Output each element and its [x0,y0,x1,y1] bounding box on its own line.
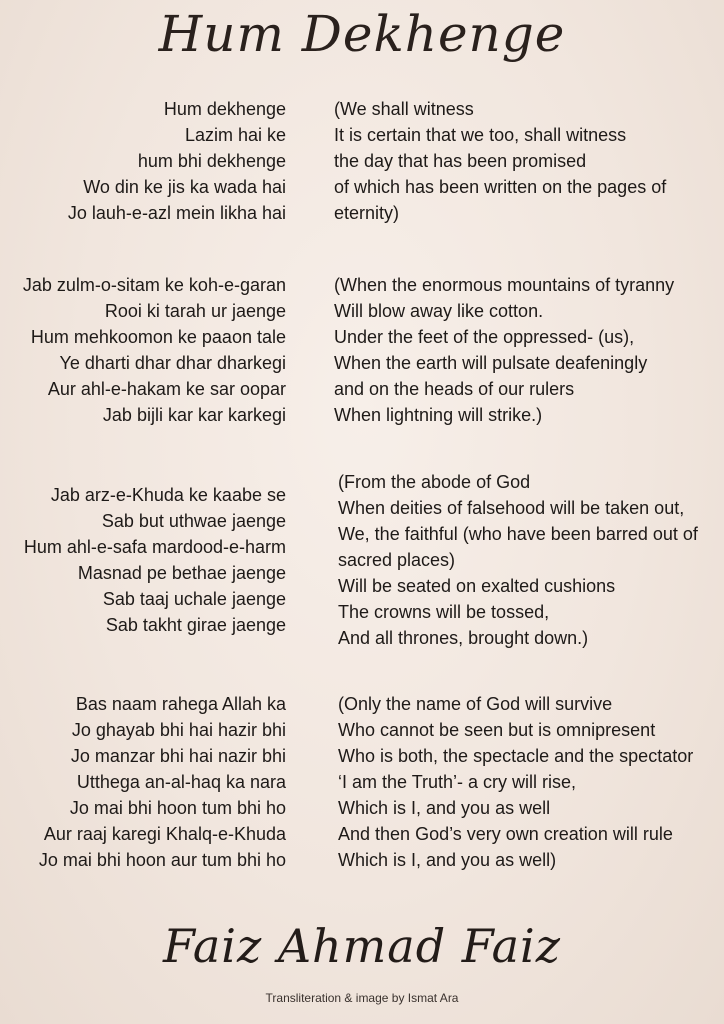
original-line: Bas naam rahega Allah ka [75,694,286,714]
translation-line: It is certain that we too, shall witness [334,125,627,145]
translation-line: The crowns will be tossed, [338,602,550,622]
translation-line: eternity) [334,203,400,223]
original-line: Ye dharti dhar dhar dharkegi [59,353,286,373]
translation-line: Will blow away like cotton. [334,301,544,321]
stanza-4-translation [338,691,693,873]
translation-line: When deities of falsehood will be taken out, [338,498,685,518]
original-line: hum bhi dekhenge [137,151,286,171]
original-line: Jo mai bhi hoon tum bhi ho [69,798,286,818]
original-line: Sab but uthwae jaenge [101,511,286,531]
original-line: Rooi ki tarah ur jaenge [104,301,286,321]
translation-line: Which is I, and you as well [338,798,551,818]
translation-line: And all thrones, brought down.) [338,628,589,648]
original-line: Jo lauh-e-azl mein likha hai [67,203,286,223]
original-line: Hum ahl-e-safa mardood-e-harm [23,537,286,557]
translation-line: We, the faithful (who have been barred out of [338,524,698,544]
original-line: Jo ghayab bhi hai hazir bhi [71,720,286,740]
stanza-2-original [23,272,286,428]
stanza-4-original [39,691,286,873]
translation-line: When the earth will pulsate deafeningly [334,353,648,373]
translation-line: Who cannot be seen but is omnipresent [338,720,656,740]
translation-line: of which has been written on the pages of [334,177,667,197]
original-line: Hum mehkoomon ke paaon tale [30,327,286,347]
translation-line: Under the feet of the oppressed- (us), [334,327,635,347]
original-line: Jo manzar bhi hai nazir bhi [70,746,286,766]
stanza-3-original [24,482,286,638]
stanza-1-translation [334,96,666,226]
original-line: Wo din ke jis ka wada hai [83,177,286,197]
translation-line: When lightning will strike.) [334,405,543,425]
translation-line: the day that has been promised [334,151,587,171]
original-line: Masnad pe bethae jaenge [77,563,286,583]
translation-line: (From the abode of God [338,472,531,492]
original-line: Sab takht girae jaenge [105,615,286,635]
original-line: Aur ahl-e-hakam ke sar oopar [47,379,286,399]
stanza-2-translation [334,272,674,428]
original-line: Hum dekhenge [163,99,286,119]
stanza-1-original [68,96,286,226]
original-line: Jab zulm-o-sitam ke koh-e-garan [22,275,286,295]
credit-line: Transliteration & image by Ismat Ara [265,991,459,1005]
translation-line: And then God’s very own creation will rule [338,824,673,844]
translation-line: (Only the name of God will survive [338,694,613,714]
translation-line: Which is I, and you as well) [338,850,557,870]
original-line: Jab bijli kar kar karkegi [102,405,286,425]
original-line: Aur raaj karegi Khalq-e-Khuda [43,824,286,844]
original-line: Sab taaj uchale jaenge [102,589,286,609]
translation-line: Will be seated on exalted cushions [338,576,616,596]
translation-line: (When the enormous mountains of tyranny [334,275,675,295]
original-line: Lazim hai ke [184,125,286,145]
author-signature: Faiz Ahmad Faiz [163,919,561,973]
stanza-3-translation [338,469,698,651]
translation-line: sacred places) [338,550,456,570]
translation-line: (We shall witness [334,99,474,119]
translation-line: and on the heads of our rulers [334,379,575,399]
poem-title: Hum Dekhenge [158,5,566,63]
original-line: Utthega an-al-haq ka nara [76,772,286,792]
original-line: Jab arz-e-Khuda ke kaabe se [50,485,286,505]
original-line: Jo mai bhi hoon aur tum bhi ho [38,850,286,870]
translation-line: Who is both, the spectacle and the spectator [338,746,694,766]
translation-line: ‘I am the Truth’- a cry will rise, [338,772,577,792]
